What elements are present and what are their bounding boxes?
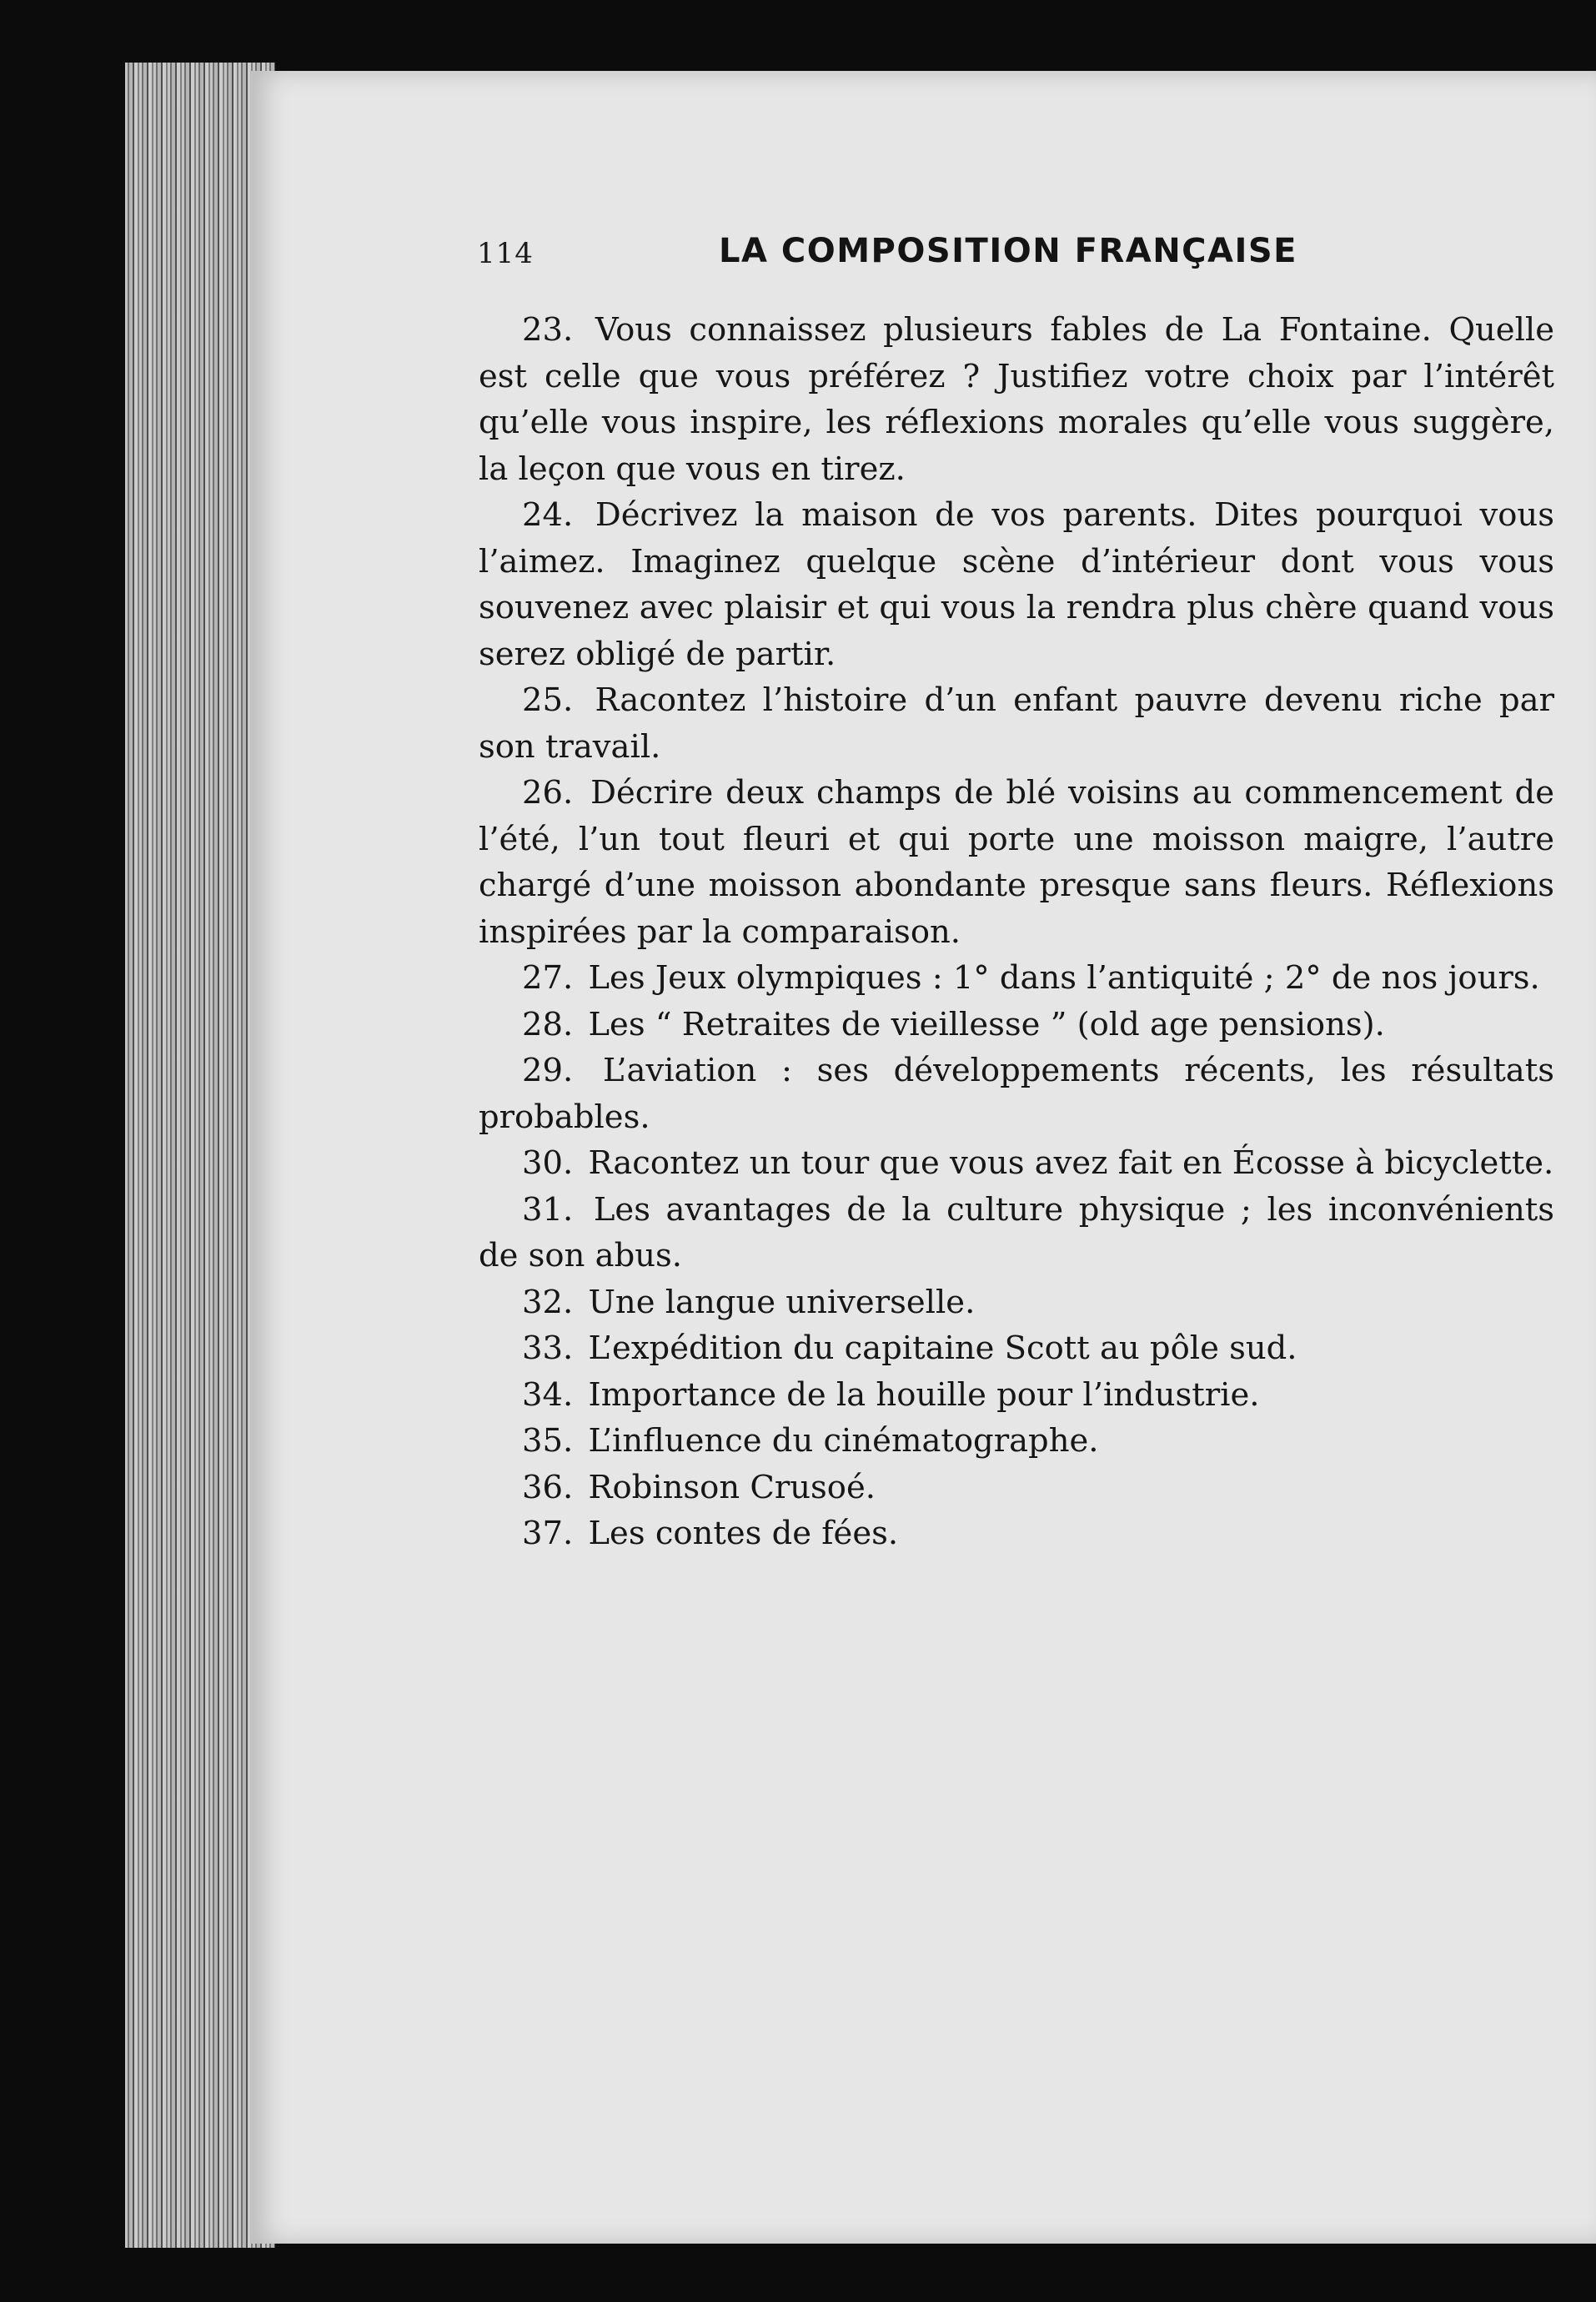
topic-entry-36 [479, 1465, 1554, 1511]
topic-entry-29 [479, 1048, 1554, 1140]
essay-topic-list [479, 307, 1554, 1557]
running-title: LA COMPOSITION FRANÇAISE [719, 232, 1298, 270]
topic-text: L’aviation : ses développements récents, les résultats probables. [479, 1052, 1554, 1136]
topic-text: L’expédition du capitaine Scott au pôle sud. [588, 1329, 1297, 1367]
topic-number: 23. [522, 311, 574, 349]
topic-number: 34. [522, 1375, 574, 1414]
topic-text: Racontez un tour que vous avez fait en Écosse à bicyclette. [588, 1144, 1554, 1182]
topic-number: 33. [522, 1329, 574, 1367]
topic-text: Une langue universelle. [588, 1283, 976, 1321]
topic-entry-26 [479, 770, 1554, 955]
topic-text: Racontez l’histoire d’un enfant pauvre devenu riche par son travail. [479, 681, 1554, 766]
topic-number: 30. [522, 1144, 574, 1182]
topic-text: Importance de la houille pour l’industrie. [588, 1375, 1260, 1414]
topic-entry-33 [479, 1325, 1554, 1372]
topic-text: Les contes de fées. [588, 1515, 899, 1552]
topic-entry-28 [479, 1002, 1554, 1048]
topic-text: Les Jeux olympiques : 1° dans l’antiquité ; 2° de nos jours. [588, 959, 1540, 997]
topic-entry-23 [479, 307, 1554, 492]
topic-text: Les avantages de la culture physique ; les inconvénients de son abus. [479, 1190, 1555, 1274]
page-header [477, 232, 1411, 282]
topic-number: 37. [522, 1515, 574, 1552]
topic-text: Les “ Retraites de vieillesse ” (old age pensions). [588, 1005, 1385, 1043]
topic-number: 26. [522, 774, 574, 812]
topic-number: 28. [522, 1005, 574, 1043]
topic-entry-24 [479, 492, 1554, 677]
topic-entry-37 [479, 1510, 1554, 1557]
topic-text: Robinson Crusoé. [588, 1468, 876, 1506]
topic-text: Vous connaissez plusieurs fables de La Fontaine. Quelle est celle que vous préférez ? Justifiez votre choix par l’intérêt qu’elle vous inspire, les réflexions morales qu’elle vous suggère, la leçon que vous en tirez. [479, 311, 1554, 488]
topic-entry-25 [479, 677, 1554, 770]
topic-text: Décrire deux champs de blé voisins au commencement de l’été, l’un tout fleuri et qui porte une moisson maigre, l’autre chargé d’une moisson abondante presque sans fleurs. Réflexions inspirées par la comparaison. [479, 774, 1554, 951]
topic-entry-27 [479, 955, 1554, 1002]
topic-entry-34 [479, 1372, 1554, 1419]
topic-number: 32. [522, 1283, 574, 1321]
topic-entry-35 [479, 1418, 1554, 1465]
topic-entry-32 [479, 1279, 1554, 1326]
topic-number: 31. [522, 1190, 574, 1229]
topic-number: 27. [522, 959, 574, 997]
topic-number: 25. [522, 681, 574, 719]
topic-number: 24. [522, 496, 574, 534]
topic-entry-31 [479, 1187, 1554, 1279]
topic-text: L’influence du cinématographe. [588, 1422, 1099, 1460]
page-number: 114 [477, 237, 534, 270]
topic-text: Décrivez la maison de vos parents. Dites pourquoi vous l’aimez. Imaginez quelque scène d’intérieur dont vous vous souvenez avec plaisir et qui vous la rendra plus chère quand vous serez obligé de partir. [479, 496, 1554, 673]
topic-number: 36. [522, 1468, 574, 1506]
topic-number: 29. [522, 1052, 574, 1089]
topic-entry-30 [479, 1140, 1554, 1187]
topic-number: 35. [522, 1422, 574, 1460]
